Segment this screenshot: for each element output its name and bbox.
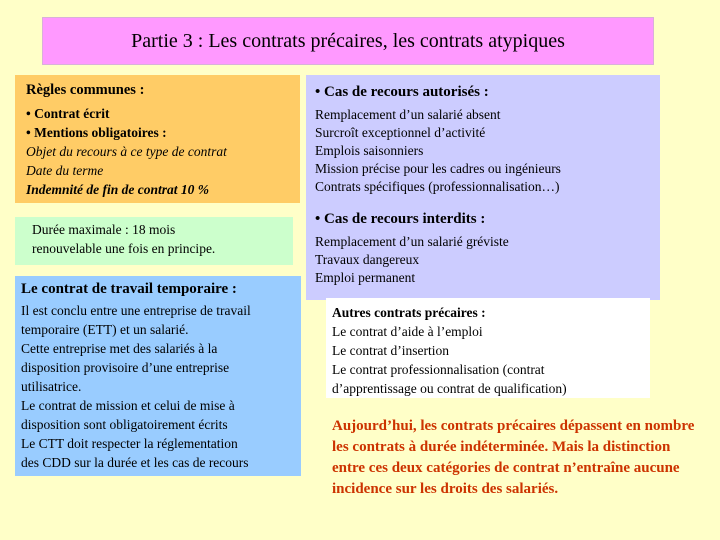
recours-autorises-item: Remplacement d’un salarié absent (315, 107, 501, 122)
ctt-line: Le contrat de mission et celui de mise à (21, 398, 235, 413)
ctt-line: disposition sont obligatoirement écrits (21, 417, 228, 432)
duree-line2: renouvelable une fois en principe. (32, 241, 216, 256)
autres-heading: Autres contrats précaires : (332, 305, 486, 320)
ctt-line: Il est conclu entre une entreprise de travail (21, 303, 251, 318)
ctt-box (15, 276, 301, 476)
duree-label: Durée maximale (32, 222, 122, 237)
ctt-heading: Le contrat de travail temporaire : (21, 281, 237, 297)
ctt-line: disposition provisoire d’une entreprise (21, 360, 230, 375)
autres-item: Le contrat d’insertion (332, 343, 449, 358)
regles-item: Objet du recours à ce type de contrat (26, 144, 227, 159)
recours-interdits-item: Emploi permanent (315, 270, 416, 285)
ctt-line: utilisatrice. (21, 379, 82, 394)
regles-item: • Mentions obligatoires : (26, 125, 167, 140)
recours-autorises-heading: • Cas de recours autorisés : (315, 84, 489, 100)
ctt-line: temporaire (ETT) et un salarié. (21, 322, 189, 337)
recours-interdits-item: Travaux dangereux (315, 252, 420, 267)
autres-item: Le contrat professionnalisation (contrat (332, 362, 545, 377)
recours-interdits-heading: • Cas de recours interdits : (315, 211, 486, 227)
ctt-line: des CDD sur la durée et les cas de recours (21, 455, 249, 470)
regles-item: • Contrat écrit (26, 106, 110, 121)
regles-item: Indemnité de fin de contrat 10 % (26, 182, 209, 197)
ctt-line: Cette entreprise met des salariés à la (21, 341, 218, 356)
regles-heading: Règles communes : (26, 82, 145, 98)
recours-interdits-item: Remplacement d’un salarié gréviste (315, 234, 509, 249)
duree-maximale-box (15, 217, 293, 265)
recours-autorises-item: Mission précise pour les cadres ou ingénieurs (315, 161, 561, 176)
title-text: Partie 3 : Les contrats précaires, les contrats atypiques (131, 29, 565, 52)
recours-autorises-item: Surcroît exceptionnel d’activité (315, 125, 486, 140)
autres-contrats-box (326, 298, 650, 398)
autres-item: Le contrat d’aide à l’emploi (332, 324, 483, 339)
ctt-line: Le CTT doit respecter la réglementation (21, 436, 238, 451)
regles-item: Date du terme (26, 163, 104, 178)
cas-de-recours-box (306, 75, 660, 300)
regles-communes-box (15, 75, 300, 203)
recours-autorises-item: Emplois saisonniers (315, 143, 424, 158)
autres-item: d’apprentissage ou contrat de qualification) (332, 381, 567, 396)
slide-title (42, 17, 654, 65)
recours-autorises-item: Contrats spécifiques (professionnalisation…) (315, 179, 560, 194)
duree-line1 (32, 220, 293, 239)
duree-value: : 18 mois (121, 222, 176, 237)
conclusion-text: Aujourd’hui, les contrats précaires dépassent en nombre les contrats à durée indéterminée. Mais la distinction entre ces deux catégories de contrat n’entraîne aucune incidence sur les droits des salariés. (332, 418, 695, 497)
